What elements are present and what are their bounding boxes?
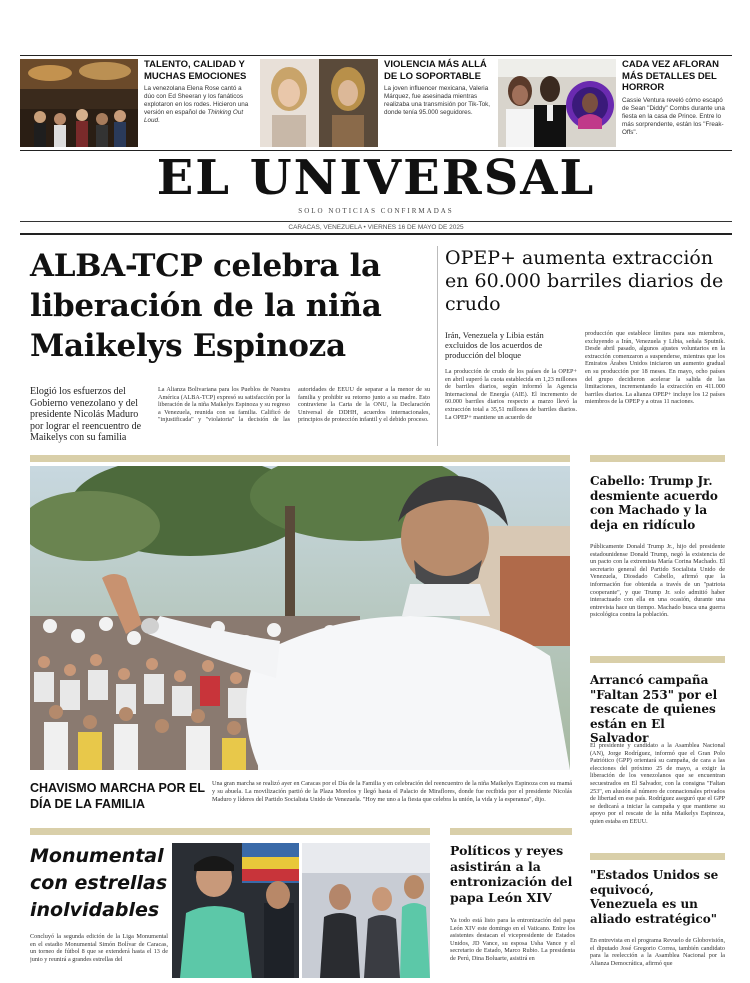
monumental-headline[interactable]: Monumental con estrellas inolvidables bbox=[30, 845, 168, 921]
lead-deck: Elogió los esfuerzos del Gobierno venezolano y del presidente Nicolás Maduro por lograr el reencuentro de Maikelys con su familia bbox=[30, 386, 142, 443]
opep-body-col2: producción que establece límites para sus miembros, excluyendo a Irán, Venezuela y Libia, señala Sputnik. Desde abril pasado, algunos ajustes voluntarios en la extracción comenzaron a suspenderse, mientras que los Emiratos Árabes Unidos iniciaron un aumento gradual en su producción por 18 meses. En mayo, ocho países del grupo decidieron acelerar la salida de las limitaciones, incrementando la extracción en 411.000 barriles diarios. La alianza OPEP+ incluye los 12 países miembros de la OPEP y a otras 11 naciones. bbox=[585, 330, 725, 406]
dateline: CARACAS, VENEZUELA • VIERNES 16 DE MAYO DE 2025 bbox=[20, 221, 732, 235]
main-photo-maduro[interactable] bbox=[30, 466, 570, 770]
papa-leon-headline[interactable]: Políticos y reyes asistirán a la entronización del papa León XIV bbox=[450, 843, 573, 905]
slogan: SOLO NOTICIAS CONFIRMADAS bbox=[298, 207, 454, 215]
lead-headline[interactable]: ALBA-TCP celebra la liberación de la niña Maikelys Espinoza bbox=[30, 248, 382, 364]
teaser-strip bbox=[20, 55, 732, 151]
right-story-cabello-headline[interactable]: Cabello: Trump Jr. desmiente acuerdo con Machado y la deja en ridículo bbox=[590, 474, 718, 532]
teaser-body: La joven influencer mexicana, Valeria Márquez, fue asesinada mientras realizaba una transmisión por Tik-Tok, donde tenía 95.000 seguidores. bbox=[384, 85, 491, 116]
section-band bbox=[590, 455, 725, 462]
monumental-body: Concluyó la segunda edición de la Liga Monumental en el estadio Monumental Simón Bolívar de Caracas, un torneo de fútbol 8 que se extenderá hasta el 13 de junio y reunirá a grandes estrellas del bbox=[30, 933, 168, 963]
section-band bbox=[450, 828, 572, 835]
teaser-diddy-text bbox=[622, 59, 730, 137]
influencer-thumbnail bbox=[260, 59, 378, 147]
right-story-campana-body: El presidente y candidato a la Asamblea Nacional (AN), Jorge Rodríguez, informó que el Gran Polo Patriótico (GPP) orientará su campaña, de cara a las elecciones del próximo 25 de mayo, a exigir la liberación de los venezolanos que se encuentran secuestrados en El Salvador, con la consigna "Faltan 253", en alusión al número de connacionales privados de libertad en ese país. Rodríguez aseguró que el GPP se dedicará a iniciar la campaña y que mantiene su apoyo por el rescate de la niña Maikelys Espinoza, quien estaba en EEUU. bbox=[590, 742, 725, 825]
teaser-influencer-text bbox=[384, 59, 492, 117]
teaser-headline: TALENTO, CALIDAD Y MUCHAS EMOCIONES bbox=[144, 59, 247, 82]
right-story-campana-headline[interactable]: Arrancó campaña "Faltan 253" por el rescate de quienes están en El Salvador bbox=[590, 673, 718, 745]
opep-deck: Irán, Venezuela y Libia están excluidos de los acuerdos de producción del bloque bbox=[445, 330, 544, 360]
football-player-photo[interactable] bbox=[172, 843, 299, 978]
right-story-eeuu-body: En entrevista en el programa Revuelo de Globovisión, el diputado José Gregorio Correa, también candidato para la reelección a la Asamblea Nacional por la Alianza Democrática, afirmó que bbox=[590, 937, 725, 967]
right-story-cabello-body: Públicamente Donald Trump Jr., hijo del presidente estadounidense Donald Trump, negó la existencia de un pacto con la extremista María Corina Machado. El secretario general del Partido Socialista Unido de Venezuela, Diosdado Cabello, afirmó que la información fue obtenida a través de un "patriota cooperante", y que Trump Jr. solo admitió haber interactuado con ella en una ocasión, durante una entrevista hace un tiempo. Machado busca una guerra psicológica contra la población. bbox=[590, 543, 725, 619]
diddy-thumbnail bbox=[498, 59, 616, 147]
teaser-headline: CADA VEZ AFLORAN MÁS DETALLES DEL HORROR bbox=[622, 59, 719, 93]
section-band bbox=[30, 455, 570, 462]
opep-body-col1: La producción de crudo de los países de la OPEP+ en abril superó la cuota establecida en 1,23 millones de barriles diarios, según informó la Agencia Internacional de Energía (AIE). El incremento de 60.000 barriles diarios respecto a marzo llevó la extracción total a 35,51 millones de barriles diarios. La OPEP+ mantiene un acuerdo de bbox=[445, 368, 577, 421]
main-photo-caption-headline[interactable]: CHAVISMO MARCHA POR EL DÍA DE LA FAMILIA bbox=[30, 781, 205, 811]
column-divider bbox=[437, 246, 438, 446]
teaser-headline: VIOLENCIA MÁS ALLÁ DE LO SOPORTABLE bbox=[384, 59, 487, 82]
concert-thumbnail bbox=[20, 59, 138, 147]
teaser-concert-text bbox=[144, 59, 252, 125]
newspaper-logo[interactable]: EL UNIVERSAL bbox=[156, 150, 596, 206]
masthead bbox=[20, 151, 732, 237]
section-band bbox=[30, 828, 430, 835]
teaser-body: Cassie Ventura reveló cómo escapó de Sean "Diddy" Combs durante una fiesta en la casa de Prince. Entre lo más sorprendente, están los "Freak-Offs". bbox=[622, 96, 725, 136]
opep-headline[interactable]: OPEP+ aumenta extracción en 60.000 barriles diarios de crudo bbox=[445, 247, 724, 315]
right-story-eeuu-headline[interactable]: "Estados Unidos se equivocó, Venezuela es un aliado estratégico" bbox=[590, 868, 719, 926]
teaser-body: La venezolana Elena Rose cantó a dúo con Ed Sheeran y los fanáticos explotaron en los rodes. Hicieron una versión en español de Thinking Out Loud. bbox=[144, 85, 249, 124]
players-group-photo[interactable] bbox=[302, 843, 430, 978]
lead-body: La Alianza Bolivariana para los Pueblos de Nuestra América (ALBA-TCP) expresó su satisfacción por la liberación de la niña Maikelys Espinoza y su regreso a Venezuela, reunida con su familia. Calificó de "injustificada" y "violatoria" la decisión de las autoridades de EEUU de separar a la menor de su familia y prohibir su retorno junto a su madre. Esto contraviene la Carta de la ONU, la Declaración Universal de DDHH, acuerdos internacionales, principios de protección infantil y el debido proceso. bbox=[158, 386, 430, 424]
papa-leon-body: Ya todo está listo para la entronización del papa León XIV este domingo en el Vaticano. Entre los asistentes destacan el vicepresidente de Estados Unidos, JD Vance, su esposa Usha Vance y el secretario de Estado, Marco Rubio. La presidenta de Perú, Dina Boluarte, asistirá en bbox=[450, 917, 575, 962]
main-photo-caption-body: Una gran marcha se realizó ayer en Caracas por el Día de la Familia y en celebración del reencuentro de la niña Maikelys Espinoza con su mamá y su abuela. La movilización partió de la Plaza Morelos y llegó hasta el Palacio de Miraflores, donde fue recibida por el presidente Nicolás Maduro y líderes del Partido Socialista Unido de Venezuela. "Hoy me uno a la fiesta que celebra la unión, la vida y la esperanza", dijo. bbox=[212, 780, 572, 803]
section-band bbox=[590, 853, 725, 860]
section-band bbox=[590, 656, 725, 663]
